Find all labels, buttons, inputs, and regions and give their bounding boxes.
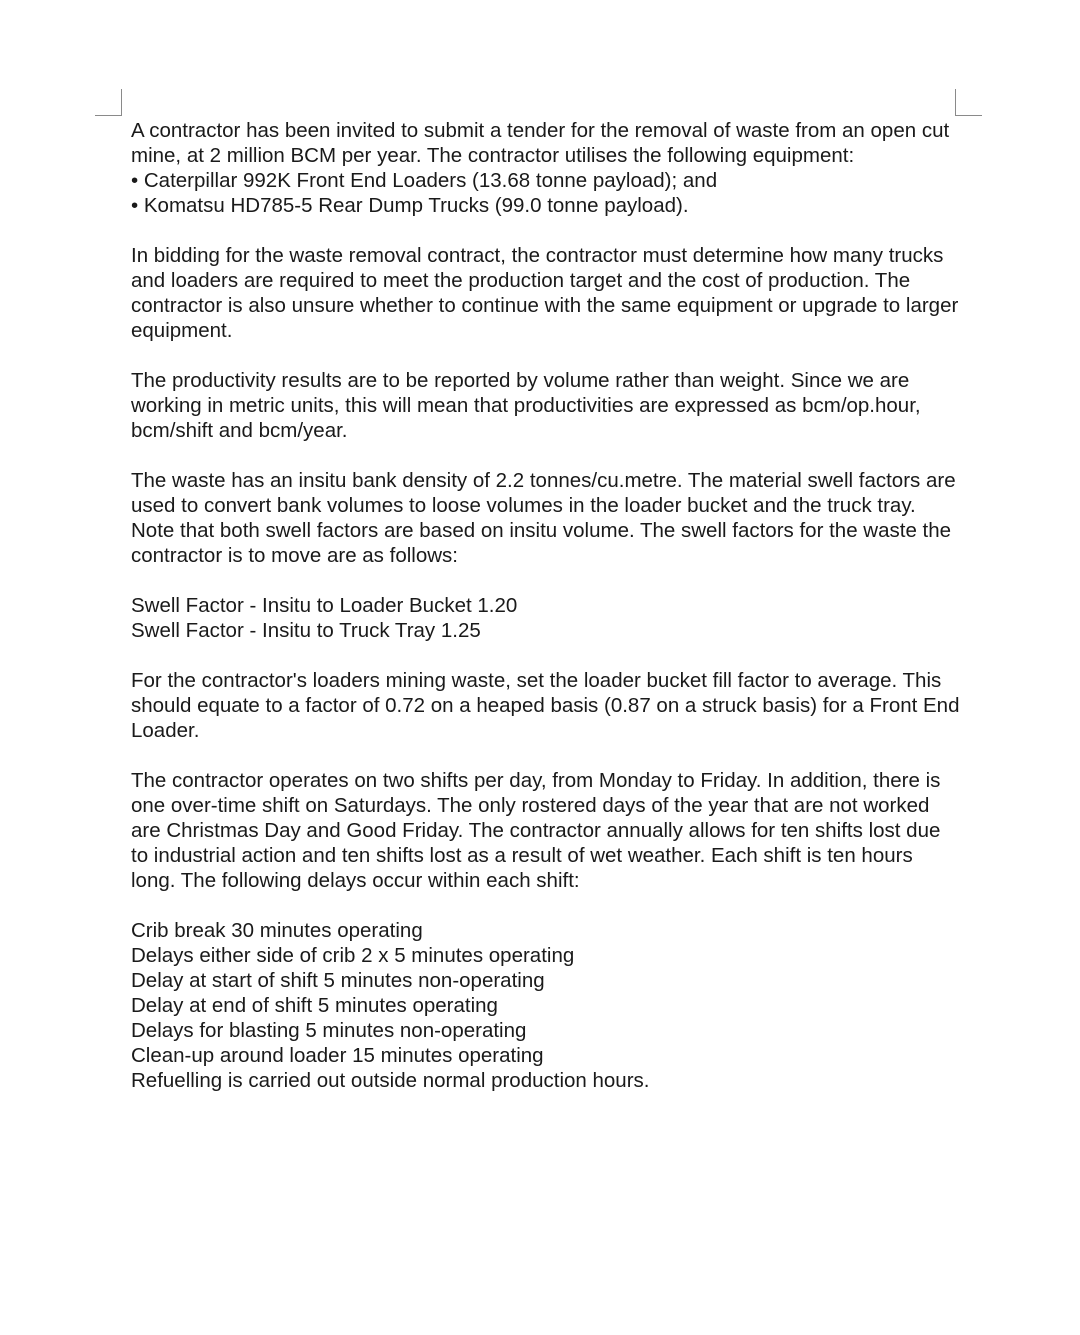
document-body xyxy=(131,118,961,1118)
delay-item: Delays either side of crib 2 x 5 minutes operating xyxy=(131,944,575,967)
delay-item: Crib break 30 minutes operating xyxy=(131,919,423,942)
swell-factors-list xyxy=(131,593,961,643)
margin-corner-mark-top-left xyxy=(95,89,122,116)
delay-item: Delays for blasting 5 minutes non-operating xyxy=(131,1019,527,1042)
productivity-paragraph: The productivity results are to be reported by volume rather than weight. Since we are working in metric units, this will mean that productivities are expressed as bcm/op.hour, bcm/shift and bcm/year. xyxy=(131,369,921,442)
delay-item: Refuelling is carried out outside normal production hours. xyxy=(131,1069,650,1092)
bidding-paragraph: In bidding for the waste removal contract, the contractor must determine how many trucks and loaders are required to meet the production target and the cost of production. The contractor is also unsure whether to continue with the same equipment or upgrade to larger equipment. xyxy=(131,244,959,342)
density-paragraph: The waste has an insitu bank density of 2.2 tonnes/cu.metre. The material swell factors are used to convert bank volumes to loose volumes in the loader bucket and the truck tray. Note that both swell factors are based on insitu volume. The swell factors for the waste the contractor is to move are as follows: xyxy=(131,469,956,567)
shifts-paragraph: The contractor operates on two shifts per day, from Monday to Friday. In addition, there is one over-time shift on Saturdays. The only rostered days of the year that are not worked are Christmas Day and Good Friday. The contractor annually allows for ten shifts lost due to industrial action and ten shifts lost as a result of wet weather. Each shift is ten hours long. The following delays occur within each shift: xyxy=(131,769,941,892)
equipment-item: • Caterpillar 992K Front End Loaders (13.68 tonne payload); and xyxy=(131,169,718,192)
delay-item: Delay at start of shift 5 minutes non-operating xyxy=(131,969,545,992)
intro-block xyxy=(131,118,961,218)
delay-item: Delay at end of shift 5 minutes operating xyxy=(131,994,498,1017)
swell-factor-item: Swell Factor - Insitu to Truck Tray 1.25 xyxy=(131,619,481,642)
intro-paragraph: A contractor has been invited to submit a tender for the removal of waste from an open cut mine, at 2 million BCM per year. The contractor utilises the following equipment: xyxy=(131,119,950,167)
equipment-item: • Komatsu HD785-5 Rear Dump Trucks (99.0 tonne payload). xyxy=(131,194,689,217)
swell-factor-item: Swell Factor - Insitu to Loader Bucket 1.20 xyxy=(131,594,518,617)
margin-corner-mark-top-right xyxy=(955,89,982,116)
delay-item: Clean-up around loader 15 minutes operating xyxy=(131,1044,544,1067)
delays-list xyxy=(131,918,961,1093)
fill-factor-paragraph: For the contractor's loaders mining waste, set the loader bucket fill factor to average. This should equate to a factor of 0.72 on a heaped basis (0.87 on a struck basis) for a Front End Loader. xyxy=(131,669,960,742)
